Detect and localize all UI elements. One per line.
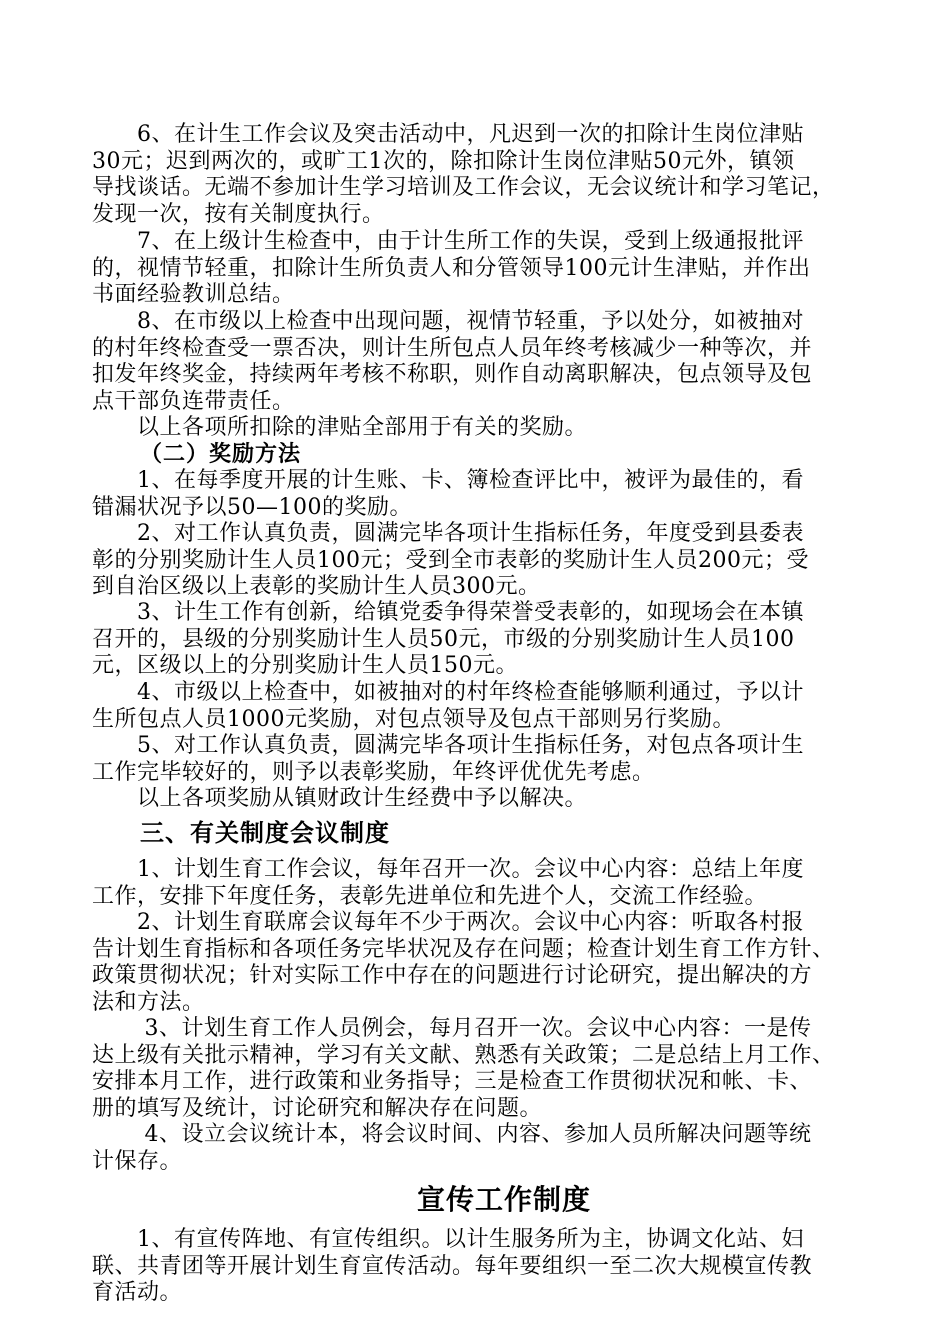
text-line: 生所包点人员1000元奖励，对包点领导及包点干部则另行奖励。 [92,706,735,732]
document-title-publicity-system: 宣传工作制度 [416,1183,591,1216]
text-line: 的，视情节轻重，扣除计生所负责人和分管领导100元计生津贴，并作出 [92,255,811,281]
paragraph-meeting-2 [92,910,872,1016]
text-line: 元，区级以上的分别奖励计生人员150元。 [92,653,518,678]
paragraph-item-8 [92,309,872,415]
text-line: 1、在每季度开展的计生账、卡、簿检查评比中，被评为最佳的，看 [92,468,804,493]
text-line: 联、共青团等开展计划生育宣传活动。每年要组织一至二次大规模宣传教 [92,1253,813,1279]
text-line: 1、有宣传阵地、有宣传组织。以计生服务所为主，协调文化站、妇 [92,1227,804,1252]
text-line: 扣发年终奖金，持续两年考核不称职，则作自动离职解决，包点领导及包 [92,362,813,387]
paragraph-penalty-summary [92,415,872,442]
text-line: 工作完毕较好的，则予以表彰奖励，年终评优优先考虑。 [92,759,655,785]
paragraph-reward-3 [92,600,872,680]
text-line: 安排本月工作，进行政策和业务指导；三是检查工作贯彻状况和帐、卡、 [92,1069,813,1094]
text-line: 召开的，县级的分别奖励计生人员50元，市级的分别奖励计生人员100 [92,626,795,652]
text-line: 2、对工作认真负责，圆满完毕各项计生指标任务，年度受到县委表 [92,521,804,546]
text-line: 到自治区级以上表彰的奖励计生人员300元。 [92,574,541,599]
text-line: 错漏状况予以50—100的奖励。 [92,494,412,520]
text-line: 册的填写及统计，讨论研究和解决存在问题。 [92,1095,543,1121]
paragraph-item-6 [92,122,872,228]
text-line: 以上各项奖励从镇财政计生经费中予以解决。 [92,786,588,811]
text-line: 发现一次，按有关制度执行。 [92,201,385,227]
text-line: 4、设立会议统计本，将会议时间、内容、参加人员所解决问题等统 [92,1122,812,1147]
paragraph-reward-2 [92,521,872,601]
text-line: 彰的分别奖励计生人员100元；受到全市表彰的奖励计生人员200元；受 [92,547,809,573]
text-line: 6、在计生工作会议及突击活动中，凡迟到一次的扣除计生岗位津贴 [92,122,804,147]
paragraph-reward-5 [92,733,872,786]
text-line: 的村年终检查受一票否决，则计生所包点人员年终考核减少一种等次，并 [92,335,813,361]
paragraph-meeting-3 [92,1016,872,1122]
text-line: 工作，安排下年度任务，表彰先进单位和先进个人，交流工作经验。 [92,883,768,909]
paragraph-item-7 [92,229,872,309]
text-line: 7、在上级计生检查中，由于计生所工作的失误，受到上级通报批评 [92,229,804,254]
paragraph-reward-1 [92,468,872,521]
text-line: 达上级有关批示精神，学习有关文献、熟悉有关政策；二是总结上月工作、 [92,1042,835,1068]
subheading-reward-methods: （二）奖励方法 [140,441,302,467]
text-line: 8、在市级以上检查中出现问题，视情节轻重，予以处分，如被抽对 [92,309,804,334]
text-line: 点干部负连带责任。 [92,388,295,414]
paragraph-reward-summary [92,786,872,813]
text-line: 3、计生工作有创新，给镇党委争得荣誉受表彰的，如现场会在本镇 [92,600,804,625]
text-line: 5、对工作认真负责，圆满完毕各项计生指标任务，对包点各项计生 [92,733,804,758]
text-line: 计保存。 [92,1148,183,1174]
text-line: 政策贯彻状况；针对实际工作中存在的问题进行讨论研究，提出解决的方 [92,963,813,988]
section-heading-meeting-system: 三、有关制度会议制度 [140,818,390,847]
text-line: 书面经验教训总结。 [92,282,295,307]
text-line: 1、计划生育工作会议，每年召开一次。会议中心内容：总结上年度 [92,857,804,882]
text-line: 法和方法。 [92,989,205,1015]
text-line: 30元；迟到两次的，或旷工1次的，除扣除计生岗位津贴50元外，镇领 [92,148,795,174]
paragraph-meeting-4 [92,1122,872,1175]
paragraph-meeting-1 [92,857,872,910]
text-line: 以上各项所扣除的津贴全部用于有关的奖励。 [92,415,588,440]
text-line: 4、市级以上检查中，如被抽对的村年终检查能够顺利通过，予以计 [92,680,804,705]
paragraph-reward-4 [92,680,872,733]
text-line: 2、计划生育联席会议每年不少于两次。会议中心内容：听取各村报 [92,910,804,935]
paragraph-publicity-1 [92,1227,872,1307]
text-line: 育活动。 [92,1280,183,1305]
text-line: 导找谈话。无端不参加计生学习培训及工作会议，无会议统计和学习笔记， [92,175,835,200]
text-line: 告计划生育指标和各项任务完毕状况及存在问题；检查计划生育工作方针、 [92,936,835,962]
text-line: 3、计划生育工作人员例会，每月召开一次。会议中心内容：一是传 [92,1016,812,1041]
